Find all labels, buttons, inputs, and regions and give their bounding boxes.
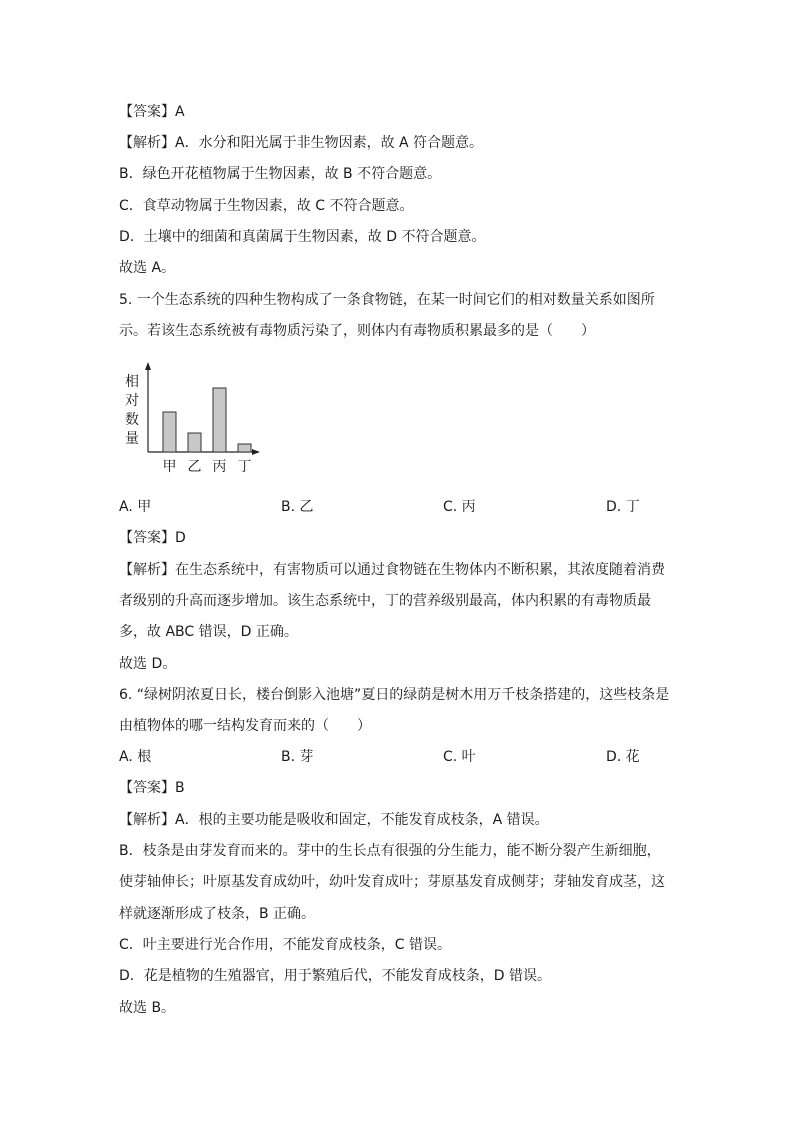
bar-丙: [213, 388, 226, 452]
q5-answer: 【答案】D: [119, 530, 186, 546]
x-tick-label: 丁: [237, 459, 252, 475]
bar-丁: [238, 444, 251, 452]
q6-option-b: B. 芽: [281, 749, 314, 765]
q6-stem-line1: 6. “绿树阴浓夏日长，楼台倒影入池塘”夏日的绿荫是树木用万千枝条搭建的，这些枝条是: [119, 687, 670, 703]
q5-analysis-line3: 多，故 ABC 错误，D 正确。: [119, 624, 298, 640]
bar-甲: [163, 412, 176, 452]
chart-ylabel-char: 数: [125, 412, 139, 428]
q4-answer: 【答案】A: [119, 104, 185, 120]
bar-chart: [115, 360, 265, 480]
q5-option-d: D. 丁: [606, 499, 640, 515]
q5-stem-line2: 示。若该生态系统被有毒物质污染了，则体内有毒物质积累最多的是（ ）: [119, 323, 595, 339]
q5-conclusion: 故选 D。: [119, 656, 177, 672]
q4-conclusion: 故选 A。: [119, 260, 176, 276]
q6-analysis-c: C．叶主要进行光合作用，不能发育成枝条，C 错误。: [119, 937, 451, 953]
q4-analysis-b: B．绿色开花植物属于生物因素，故 B 不符合题意。: [119, 166, 442, 182]
q5-analysis-line1: 【解析】在生态系统中，有害物质可以通过食物链在生物体内不断积累，其浓度随着消费: [119, 562, 665, 578]
q6-analysis-b-line1: B．枝条是由芽发育而来的。芽中的生长点有很强的分生能力，能不断分裂产生新细胞，: [119, 843, 661, 859]
q6-conclusion: 故选 B。: [119, 1000, 176, 1016]
x-tick-label: 乙: [187, 459, 202, 475]
x-tick-label: 丙: [212, 459, 227, 475]
q4-analysis-d: D．土壤中的细菌和真菌属于生物因素，故 D 不符合题意。: [119, 229, 486, 245]
q4-analysis-a: 【解析】A．水分和阳光属于非生物因素，故 A 符合题意。: [119, 135, 484, 151]
q6-analysis-d: D．花是植物的生殖器官，用于繁殖后代，不能发育成枝条，D 错误。: [119, 968, 552, 984]
q6-analysis-a: 【解析】A．根的主要功能是吸收和固定，不能发育成枝条，A 错误。: [119, 812, 549, 828]
q5-analysis-line2: 者级别的升高而逐步增加。该生态系统中，丁的营养级别最高，体内积累的有毒物质最: [119, 593, 651, 609]
q6-option-a: A. 根: [119, 749, 152, 765]
x-tick-label: 甲: [162, 459, 177, 475]
q5-stem-line1: 5. 一个生态系统的四种生物构成了一条食物链，在某一时间它们的相对数量关系如图所: [119, 292, 655, 308]
q6-analysis-b-line2: 使芽轴伸长；叶原基发育成幼叶，幼叶发育成叶；芽原基发育成侧芽；芽轴发育成茎，这: [119, 874, 665, 890]
x-axis-arrow-icon: [252, 449, 260, 455]
q5-option-b: B. 乙: [281, 499, 314, 515]
chart-ylabel-char: 对: [125, 393, 139, 409]
chart-ylabel-char: 相: [125, 374, 139, 390]
q6-stem-line2: 由植物体的哪一结构发育而来的（ ）: [119, 718, 371, 734]
q5-option-a: A. 甲: [119, 499, 152, 515]
q6-option-d: D. 花: [606, 749, 640, 765]
q6-answer: 【答案】B: [119, 780, 185, 796]
bar-乙: [188, 433, 201, 452]
y-axis-arrow-icon: [145, 362, 151, 370]
q6-analysis-b-line3: 样就逐渐形成了枝条，B 正确。: [119, 906, 316, 922]
q4-analysis-c: C．食草动物属于生物因素，故 C 不符合题意。: [119, 198, 414, 214]
q6-option-c: C. 叶: [443, 749, 476, 765]
chart-ylabel-char: 量: [125, 431, 139, 447]
q5-option-c: C. 丙: [443, 499, 476, 515]
